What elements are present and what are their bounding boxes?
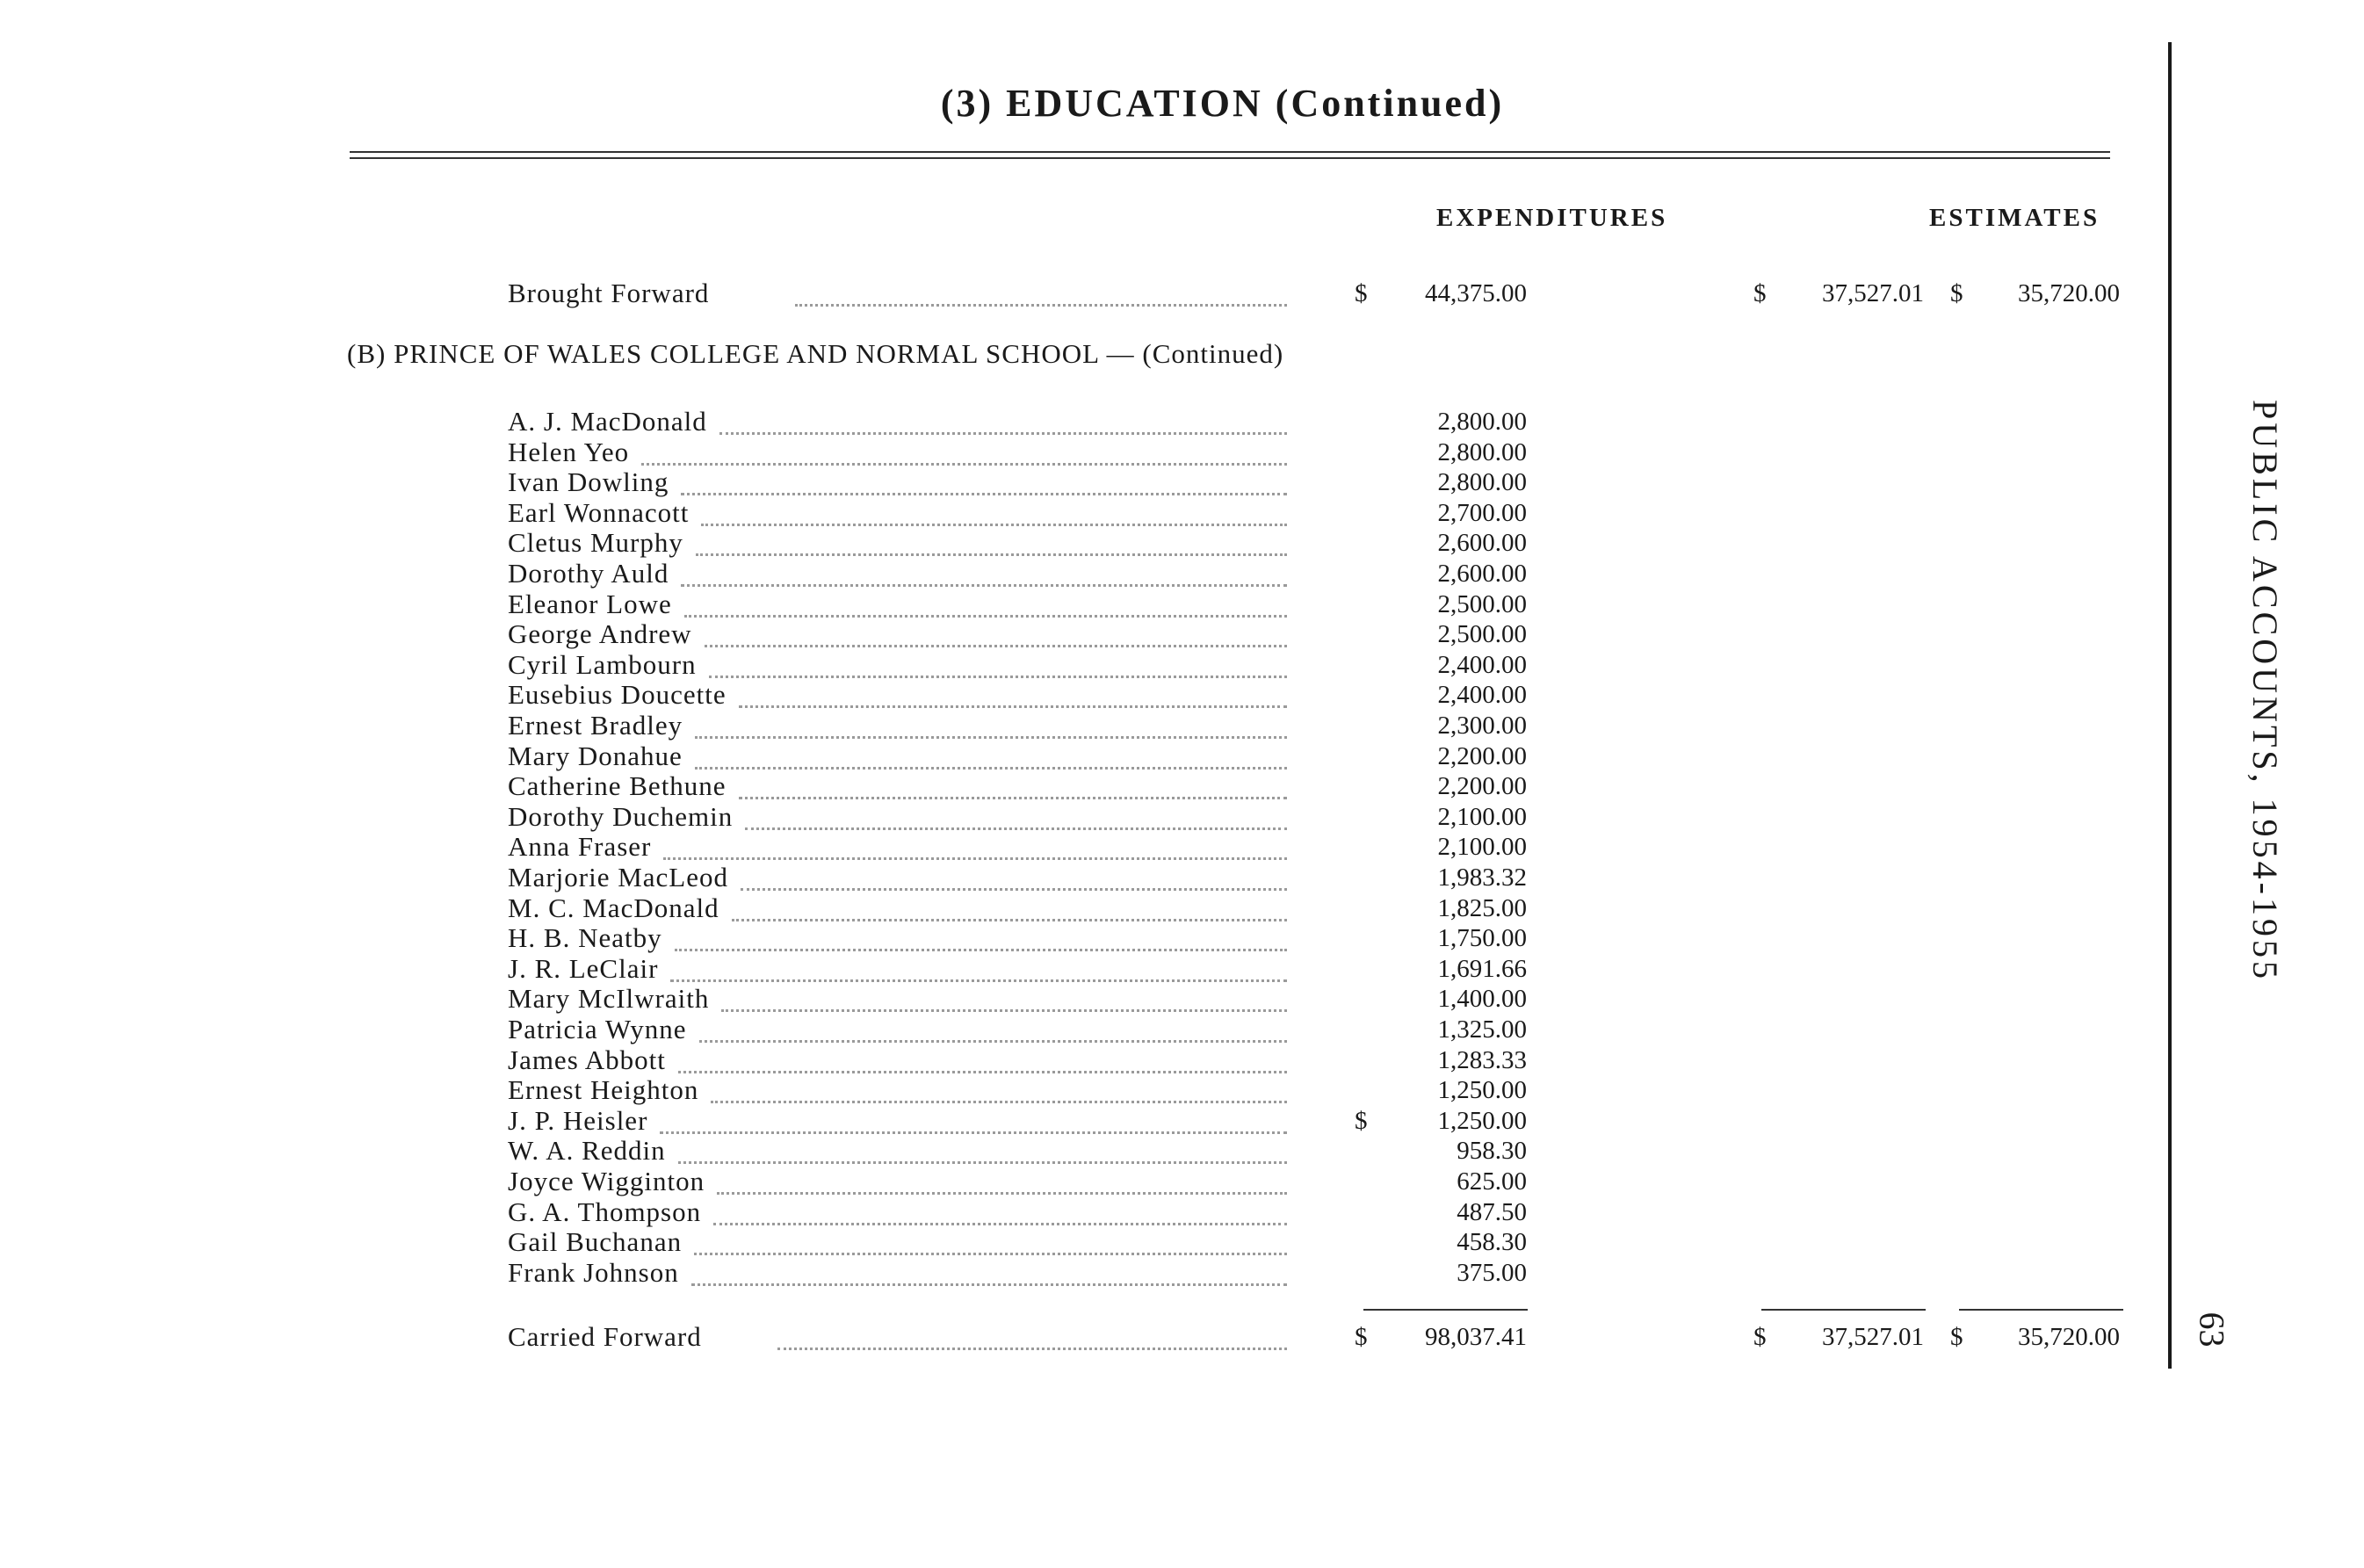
brought-forward-expenditure: 44,375.00 bbox=[1425, 279, 1527, 307]
page-title: (3) EDUCATION (Continued) bbox=[940, 82, 1505, 125]
carried-forward-currency: $ bbox=[1355, 1323, 1368, 1351]
row-leader bbox=[678, 1161, 1287, 1164]
row-leader bbox=[641, 463, 1287, 466]
brought-forward-est2-currency: $ bbox=[1950, 279, 1963, 307]
row-name: M. C. MacDonald bbox=[508, 892, 719, 923]
column-header-expenditures: EXPENDITURES bbox=[1436, 204, 1668, 232]
row-amount: 1,283.33 bbox=[1437, 1046, 1527, 1074]
row-leader bbox=[695, 736, 1287, 739]
brought-forward-estimate-2: 35,720.00 bbox=[2018, 279, 2120, 307]
row-amount: 1,983.32 bbox=[1437, 863, 1527, 892]
row-leader bbox=[699, 1040, 1287, 1043]
row-amount: 625.00 bbox=[1457, 1167, 1527, 1196]
carried-forward-est2-currency: $ bbox=[1950, 1323, 1963, 1351]
row-leader bbox=[739, 705, 1287, 708]
row-currency: $ bbox=[1355, 1107, 1368, 1135]
row-name: J. R. LeClair bbox=[508, 953, 659, 984]
running-side-title: PUBLIC ACCOUNTS, 1954-1955 bbox=[2245, 400, 2285, 982]
row-leader bbox=[745, 827, 1287, 830]
row-amount: 2,500.00 bbox=[1437, 620, 1527, 648]
page-number: 63 bbox=[2192, 1311, 2232, 1348]
row-name: Eusebius Doucette bbox=[508, 679, 727, 710]
carried-forward-estimate-2: 35,720.00 bbox=[2018, 1323, 2120, 1351]
brought-forward-est1-currency: $ bbox=[1753, 279, 1767, 307]
row-amount: 1,691.66 bbox=[1437, 955, 1527, 983]
row-amount: 2,200.00 bbox=[1437, 772, 1527, 800]
brought-forward-label: Brought Forward bbox=[508, 278, 710, 308]
row-name: J. P. Heisler bbox=[508, 1105, 648, 1136]
row-name: Mary McIlwraith bbox=[508, 983, 710, 1014]
row-name: Eleanor Lowe bbox=[508, 589, 672, 619]
carried-forward-leader bbox=[777, 1348, 1287, 1350]
row-amount: 1,250.00 bbox=[1437, 1107, 1527, 1135]
row-leader bbox=[694, 1253, 1287, 1255]
row-leader bbox=[721, 1009, 1287, 1012]
row-name: Ernest Bradley bbox=[508, 710, 683, 741]
row-amount: 2,600.00 bbox=[1437, 560, 1527, 588]
row-leader bbox=[691, 1283, 1287, 1286]
row-amount: 2,700.00 bbox=[1437, 499, 1527, 527]
row-leader bbox=[695, 767, 1287, 770]
row-leader bbox=[681, 493, 1287, 495]
row-amount: 2,800.00 bbox=[1437, 438, 1527, 466]
header-double-rule bbox=[350, 151, 2110, 159]
row-amount: 2,800.00 bbox=[1437, 468, 1527, 496]
row-amount: 1,750.00 bbox=[1437, 924, 1527, 952]
row-amount: 958.30 bbox=[1457, 1137, 1527, 1165]
row-name: H. B. Neatby bbox=[508, 922, 662, 953]
row-name: Catherine Bethune bbox=[508, 770, 727, 801]
row-name: George Andrew bbox=[508, 618, 692, 649]
row-leader bbox=[739, 797, 1287, 799]
row-amount: 2,600.00 bbox=[1437, 529, 1527, 557]
row-amount: 2,200.00 bbox=[1437, 742, 1527, 770]
row-name: Anna Fraser bbox=[508, 831, 652, 862]
row-name: A. J. MacDonald bbox=[508, 406, 707, 437]
row-amount: 1,325.00 bbox=[1437, 1015, 1527, 1044]
row-leader bbox=[713, 1223, 1287, 1225]
brought-forward-currency: $ bbox=[1355, 279, 1368, 307]
row-name: Dorothy Duchemin bbox=[508, 801, 734, 832]
row-leader bbox=[660, 1131, 1287, 1134]
row-leader bbox=[717, 1192, 1287, 1195]
row-name: Gail Buchanan bbox=[508, 1226, 683, 1257]
row-amount: 2,800.00 bbox=[1437, 408, 1527, 436]
row-leader bbox=[701, 524, 1287, 526]
row-leader bbox=[709, 676, 1287, 678]
row-amount: 2,400.00 bbox=[1437, 681, 1527, 709]
row-leader bbox=[732, 919, 1287, 921]
row-name: Earl Wonnacott bbox=[508, 497, 690, 528]
row-amount: 2,500.00 bbox=[1437, 590, 1527, 618]
row-name: Patricia Wynne bbox=[508, 1014, 687, 1044]
row-amount: 2,400.00 bbox=[1437, 651, 1527, 679]
row-name: G. A. Thompson bbox=[508, 1196, 702, 1227]
row-name: James Abbott bbox=[508, 1044, 666, 1075]
section-heading: (B) PRINCE OF WALES COLLEGE AND NORMAL SCHOOL — (Continued) bbox=[347, 338, 1284, 369]
row-name: Cletus Murphy bbox=[508, 527, 683, 558]
row-amount: 2,100.00 bbox=[1437, 833, 1527, 861]
row-name: Helen Yeo bbox=[508, 437, 630, 467]
column-header-estimates: ESTIMATES bbox=[1929, 204, 2100, 232]
brought-forward-leader bbox=[795, 304, 1287, 307]
row-name: Marjorie MacLeod bbox=[508, 862, 728, 892]
row-leader bbox=[675, 949, 1287, 951]
row-name: Ernest Heighton bbox=[508, 1074, 699, 1105]
row-amount: 1,400.00 bbox=[1437, 985, 1527, 1013]
row-name: Dorothy Auld bbox=[508, 558, 669, 589]
row-name: Joyce Wigginton bbox=[508, 1166, 705, 1196]
row-name: Ivan Dowling bbox=[508, 466, 669, 497]
carried-forward-estimate-1: 37,527.01 bbox=[1822, 1323, 1924, 1351]
row-leader bbox=[681, 584, 1287, 587]
total-rule-expenditures bbox=[1363, 1309, 1528, 1311]
row-leader bbox=[670, 979, 1287, 982]
carried-forward-expenditure: 98,037.41 bbox=[1425, 1323, 1527, 1351]
row-amount: 375.00 bbox=[1457, 1259, 1527, 1287]
row-name: Frank Johnson bbox=[508, 1257, 679, 1288]
row-leader bbox=[741, 888, 1287, 891]
row-name: Mary Donahue bbox=[508, 741, 683, 771]
row-leader bbox=[663, 857, 1287, 860]
margin-vertical-rule bbox=[2168, 42, 2172, 1369]
row-amount: 458.30 bbox=[1457, 1228, 1527, 1256]
row-leader bbox=[696, 553, 1287, 556]
brought-forward-estimate-1: 37,527.01 bbox=[1822, 279, 1924, 307]
row-leader bbox=[684, 615, 1287, 618]
row-leader bbox=[719, 432, 1287, 435]
row-leader bbox=[711, 1101, 1287, 1103]
row-leader bbox=[678, 1071, 1287, 1073]
carried-forward-est1-currency: $ bbox=[1753, 1323, 1767, 1351]
row-name: Cyril Lambourn bbox=[508, 649, 697, 680]
row-amount: 2,100.00 bbox=[1437, 803, 1527, 831]
carried-forward-label: Carried Forward bbox=[508, 1321, 702, 1352]
total-rule-estimate-1 bbox=[1761, 1309, 1926, 1311]
total-rule-estimate-2 bbox=[1959, 1309, 2123, 1311]
row-name: W. A. Reddin bbox=[508, 1135, 666, 1166]
row-amount: 1,825.00 bbox=[1437, 894, 1527, 922]
row-leader bbox=[705, 645, 1287, 647]
row-amount: 487.50 bbox=[1457, 1198, 1527, 1226]
row-amount: 1,250.00 bbox=[1437, 1076, 1527, 1104]
row-amount: 2,300.00 bbox=[1437, 712, 1527, 740]
